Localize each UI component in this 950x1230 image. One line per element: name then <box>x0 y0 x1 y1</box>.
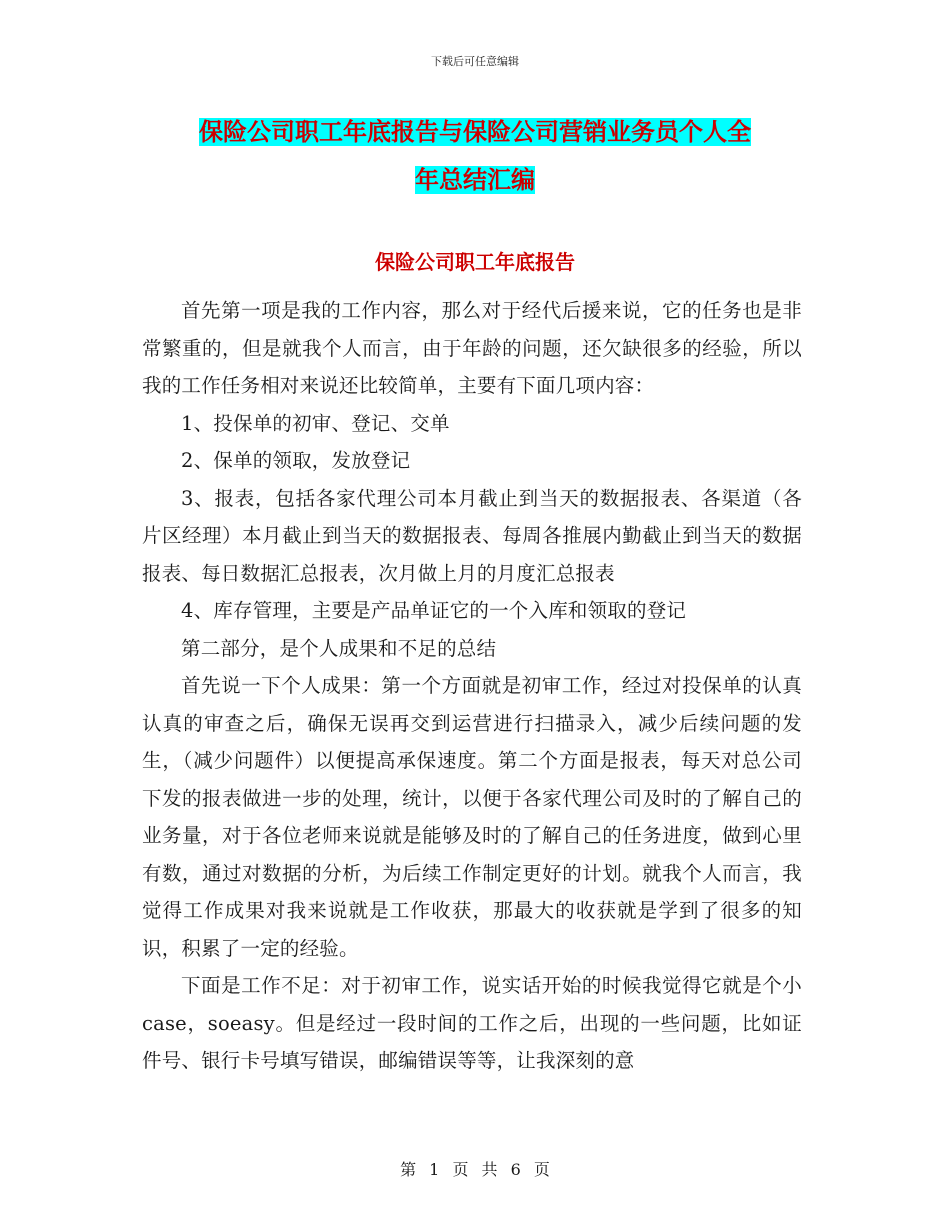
paragraph-part-two: 第二部分，是个人成果和不足的总结 <box>181 636 497 660</box>
section-title: 保险公司职工年底报告 <box>375 250 575 274</box>
title-line-2: 年总结汇编 <box>415 166 535 194</box>
list-item-1: 1、投保单的初审、登记、交单 <box>181 411 450 435</box>
title-line-1: 保险公司职工年底报告与保险公司营销业务员个人全 <box>199 118 751 146</box>
paragraph-shortcomings: 下面是工作不足：对于初审工作，说实话开始的时候我觉得它就是个小case，soeasy。但是经过一段时间的工作之后，出现的一些问题，比如证件号、银行卡号填写错误，邮编错误等等，让我深刻的意 <box>142 974 802 1072</box>
list-item-3: 3、报表，包括各家代理公司本月截止到当天的数据报表、各渠道（各片区经理）本月截止到当天的数据报表、每周各推展内勤截止到当天的数据报表、每日数据汇总报表，次月做上月的月度汇总报表 <box>142 486 802 585</box>
page-footer: 第 1 页 共 6 页 <box>400 1160 550 1179</box>
paragraph-achievements: 首先说一下个人成果：第一个方面就是初审工作，经过对投保单的认真认真的审查之后，确保无误再交到运营进行扫描录入，减少后续问题的发生，（减少问题件）以便提高承保速度。第二个方面是报表，每天对总公司下发的报表做进一步的处理，统计，以便于各家代理公司及时的了解自己的业务量，对于各位老师来说就是能够及时的了解自己的任务进度，做到心里有数，通过对数据的分析，为后续工作制定更好的计划。就我个人而言，我觉得工作成果对我来说就是工作收获，那最大的收获就是学到了很多的知识，积累了一定的经验。 <box>142 674 802 960</box>
list-item-2: 2、保单的领取，发放登记 <box>181 449 411 472</box>
document-title <box>140 108 810 204</box>
list-item-4: 4、库存管理，主要是产品单证它的一个入库和领取的登记 <box>181 599 687 622</box>
header-note: 下载后可任意编辑 <box>431 55 519 68</box>
paragraph-intro: 首先第一项是我的工作内容，那么对于经代后援来说，它的任务也是非常繁重的，但是就我个人而言，由于年龄的问题，还欠缺很多的经验，所以我的工作任务相对来说还比较简单，主要有下面几项内容： <box>142 299 802 397</box>
document-body <box>142 292 802 1080</box>
